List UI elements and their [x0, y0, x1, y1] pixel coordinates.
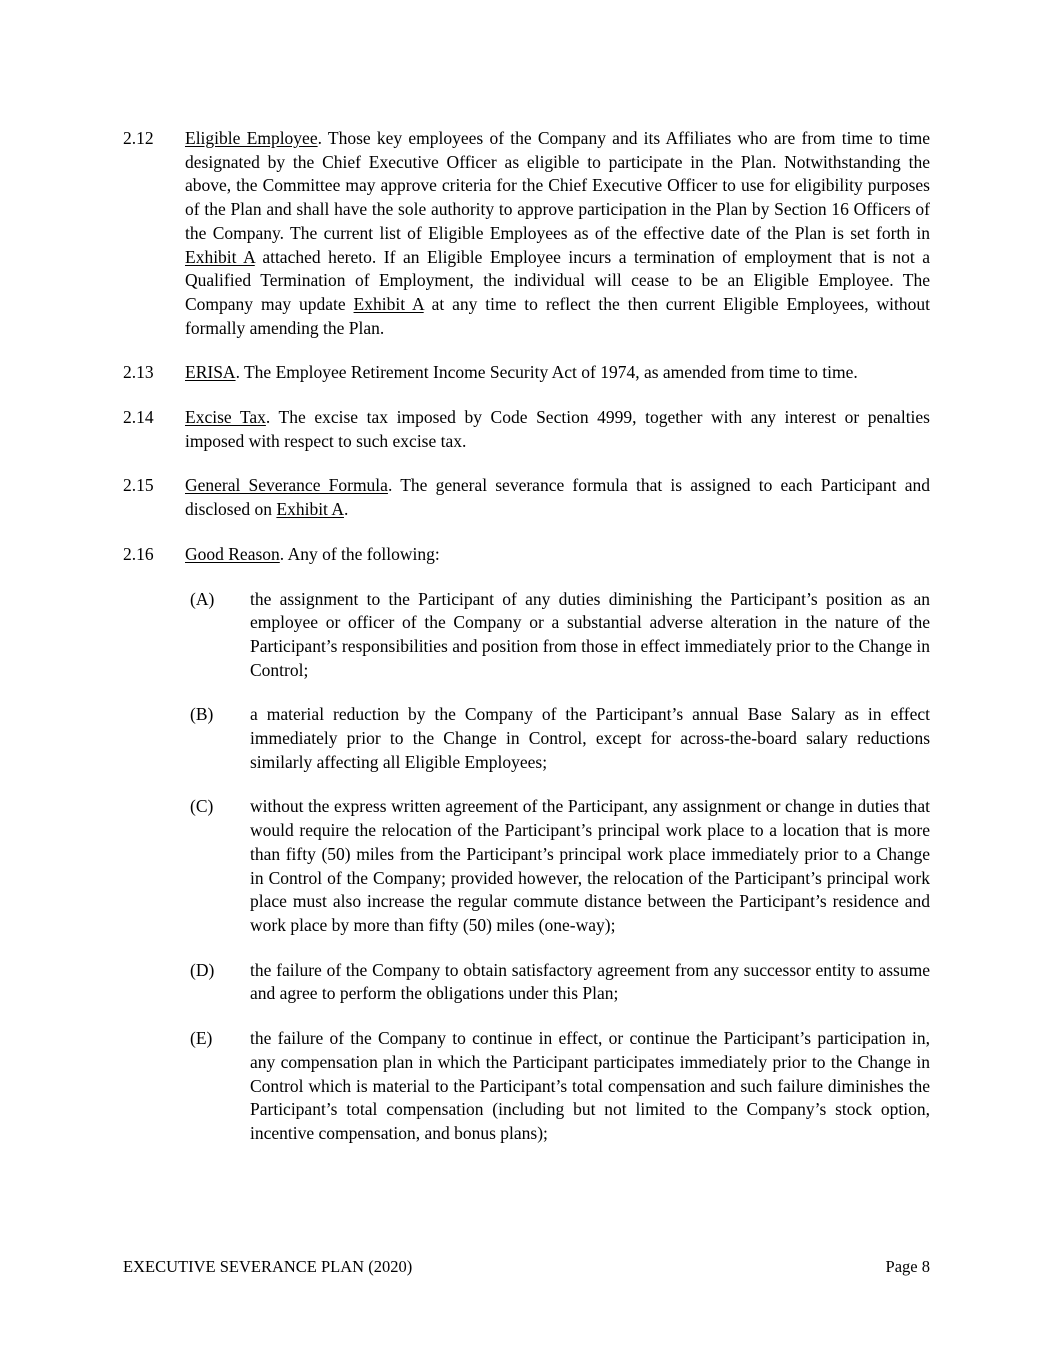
- paragraph-text: . The Employee Retirement Income Security Act of 1974, as amended from time to time.: [235, 362, 858, 383]
- section: [123, 543, 930, 1146]
- list-item-label: (D): [190, 959, 215, 980]
- footer-plan-title: EXECUTIVE SEVERANCE PLAN (2020): [123, 1257, 413, 1276]
- list-item-text: without the express written agreement of the Participant, any assignment or change in duties that would require the relocation of the Participant’s principal work place to a location that is more than fifty (50) miles from the Participant’s principal work place immediately prior to a Change in Control of the Company; provided however, the relocation of the Participant’s principal work place must also increase the regular commute distance between the Participant’s residence and work place by more than fifty (50) miles (one-way);: [250, 796, 930, 935]
- paragraph-text: at any time to reflect the then current Eligible Employees, without formally amending the Plan.: [185, 293, 931, 338]
- underlined-term: Exhibit A: [353, 293, 424, 314]
- section: [123, 361, 930, 385]
- underlined-term: General Severance Formula: [185, 475, 388, 496]
- section-paragraph: [185, 474, 930, 521]
- section-body: [185, 361, 930, 385]
- underlined-term: Exhibit A: [185, 246, 255, 267]
- section-body: [185, 406, 930, 453]
- section-body: [185, 474, 930, 521]
- list-item: [185, 959, 930, 1006]
- underlined-term: Exhibit A: [276, 499, 344, 520]
- section-number: 2.15: [123, 475, 154, 496]
- document-sections: [123, 127, 930, 1146]
- section-body: [185, 543, 930, 1146]
- list-item-text: the failure of the Company to obtain satisfactory agreement from any successor entity to assume and agree to perform the obligations under this Plan;: [250, 959, 930, 1004]
- list-item-label: (E): [190, 1028, 213, 1049]
- section-paragraph: [185, 543, 930, 567]
- section-number: 2.12: [123, 128, 154, 148]
- paragraph-text: . The general severance formula that is assigned to each Participant and disclosed on: [185, 475, 930, 520]
- section-number: 2.14: [123, 407, 154, 428]
- underlined-term: Eligible Employee: [185, 128, 318, 148]
- section-number: 2.16: [123, 543, 154, 564]
- list-item: [185, 703, 930, 774]
- section-paragraph: [185, 127, 930, 340]
- list-item-label: (A): [190, 588, 215, 609]
- footer-page-number: Page 8: [885, 1257, 930, 1276]
- underlined-term: Good Reason: [185, 543, 280, 564]
- section: [123, 406, 930, 453]
- section-number: 2.13: [123, 362, 154, 383]
- paragraph-text: . Those key employees of the Company and its Affiliates who are from time to time designated by the Chief Executive Officer as eligible to participate in the Plan. Notwithstanding the above, the Committee may approve criteria for the Chief Executive Officer to use for eligibility purposes of the Plan and shall have the sole authority to approve participation in the Plan by Section 16 Officers of the Company. The current list of Eligible Employees as of the effective date of the Plan is set forth in: [185, 128, 930, 243]
- page-footer: [123, 1255, 930, 1279]
- section-paragraph: [185, 361, 930, 385]
- list-item: [185, 1027, 930, 1146]
- paragraph-text: . The excise tax imposed by Code Section 4999, together with any interest or penalties imposed with respect to such excise tax.: [185, 407, 930, 451]
- list-item: [185, 588, 930, 683]
- paragraph-text: . Any of the following:: [279, 543, 440, 564]
- section-body: [185, 127, 930, 340]
- list-item-text: the assignment to the Participant of any duties diminishing the Participant’s position as an employee or officer of the Company or a substantial adverse alteration in the nature of the Participant’s responsibilities and position from those in effect immediately prior to the Change in Control;: [250, 588, 930, 680]
- list-item-text: a material reduction by the Company of the Participant’s annual Base Salary as in effect immediately prior to the Change in Control, except for across-the-board salary reductions similarly affecting all Eligible Employees;: [250, 704, 930, 772]
- underlined-term: ERISA: [185, 362, 236, 383]
- list-item: [185, 795, 930, 937]
- list-item-label: (B): [190, 704, 214, 725]
- section: [123, 474, 930, 521]
- section: [123, 127, 930, 340]
- underlined-term: Excise Tax: [185, 407, 266, 428]
- list-item-text: the failure of the Company to continue in effect, or continue the Participant’s participation in, any compensation plan in which the Participant participates immediately prior to the Change in Control which is material to the Participant’s total compensation and such failure diminishes the Participant’s total compensation (including but not limited to the Company’s stock option, incentive compensation, and bonus plans);: [250, 1028, 930, 1143]
- paragraph-text: .: [343, 499, 349, 520]
- list-item-label: (C): [190, 796, 214, 817]
- section-paragraph: [185, 406, 930, 453]
- paragraph-text: attached hereto. If an Eligible Employee incurs a termination of employment that is not a Qualified Termination of Employment, the individual will cease to be an Eligible Employee. The Company may update: [185, 246, 931, 314]
